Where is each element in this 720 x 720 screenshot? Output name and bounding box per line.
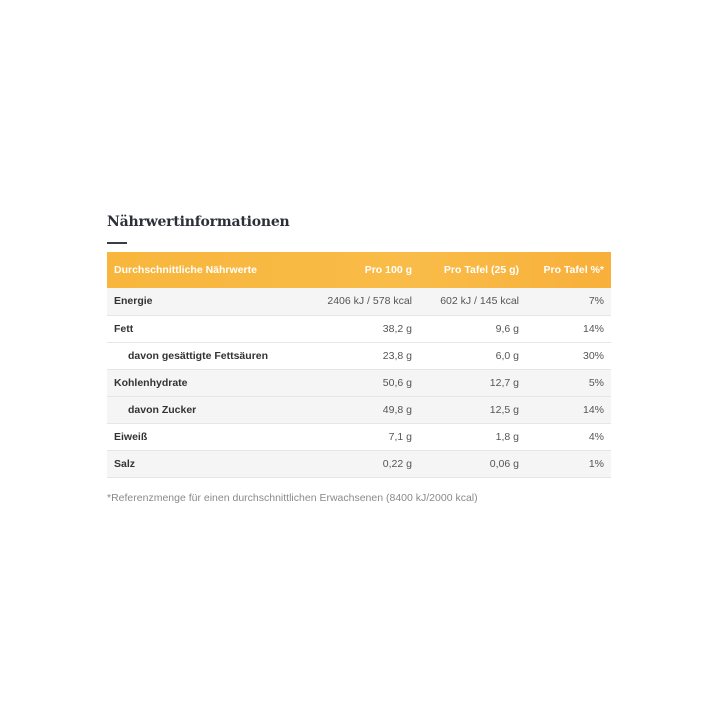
header-per-bar-percent: Pro Tafel %* <box>543 264 604 276</box>
nutrition-table <box>107 252 611 478</box>
row-label: Salz <box>114 457 136 470</box>
header-per-bar: Pro Tafel (25 g) <box>443 264 519 276</box>
row-per-bar: 9,6 g <box>495 322 519 335</box>
row-per-100g: 23,8 g <box>382 349 412 362</box>
row-label: Energie <box>114 295 153 308</box>
row-per-100g: 49,8 g <box>382 403 412 416</box>
row-percent: 7% <box>588 295 604 308</box>
row-per-bar: 0,06 g <box>489 457 519 470</box>
row-label: Eiweiß <box>114 430 148 443</box>
row-label: davon gesättigte Fettsäuren <box>128 349 269 362</box>
row-percent: 5% <box>588 376 604 389</box>
row-per-bar: 12,5 g <box>489 403 519 416</box>
row-per-bar: 6,0 g <box>495 349 519 362</box>
row-percent: 14% <box>582 322 604 335</box>
reference-footnote: *Referenzmenge für einen durchschnittlichen Erwachsenen (8400 kJ/2000 kcal) <box>107 491 478 504</box>
table-row <box>107 315 611 342</box>
row-percent: 1% <box>588 457 604 470</box>
header-label: Durchschnittliche Nährwerte <box>114 264 257 276</box>
row-per-100g: 50,6 g <box>382 376 412 389</box>
table-header-row <box>107 252 611 288</box>
row-per-100g: 0,22 g <box>382 457 412 470</box>
nutrition-section <box>107 210 611 504</box>
table-row <box>107 423 611 450</box>
row-label: Fett <box>114 322 134 335</box>
title-underline <box>107 242 127 244</box>
row-per-bar: 1,8 g <box>495 430 519 443</box>
table-row <box>107 450 611 477</box>
row-percent: 4% <box>588 430 604 443</box>
row-label: Kohlenhydrate <box>114 376 188 389</box>
row-percent: 14% <box>582 403 604 416</box>
section-title: Nährwertinformationen <box>107 214 290 230</box>
row-per-bar: 12,7 g <box>489 376 519 389</box>
table-row <box>107 369 611 396</box>
row-per-bar: 602 kJ / 145 kcal <box>440 295 519 308</box>
row-per-100g: 7,1 g <box>388 430 412 443</box>
table-row <box>107 288 611 315</box>
table-row <box>107 396 611 423</box>
row-percent: 30% <box>582 349 604 362</box>
row-label: davon Zucker <box>128 403 197 416</box>
row-per-100g: 38,2 g <box>382 322 412 335</box>
header-per-100g: Pro 100 g <box>364 264 412 276</box>
table-row <box>107 342 611 369</box>
row-per-100g: 2406 kJ / 578 kcal <box>327 295 412 308</box>
